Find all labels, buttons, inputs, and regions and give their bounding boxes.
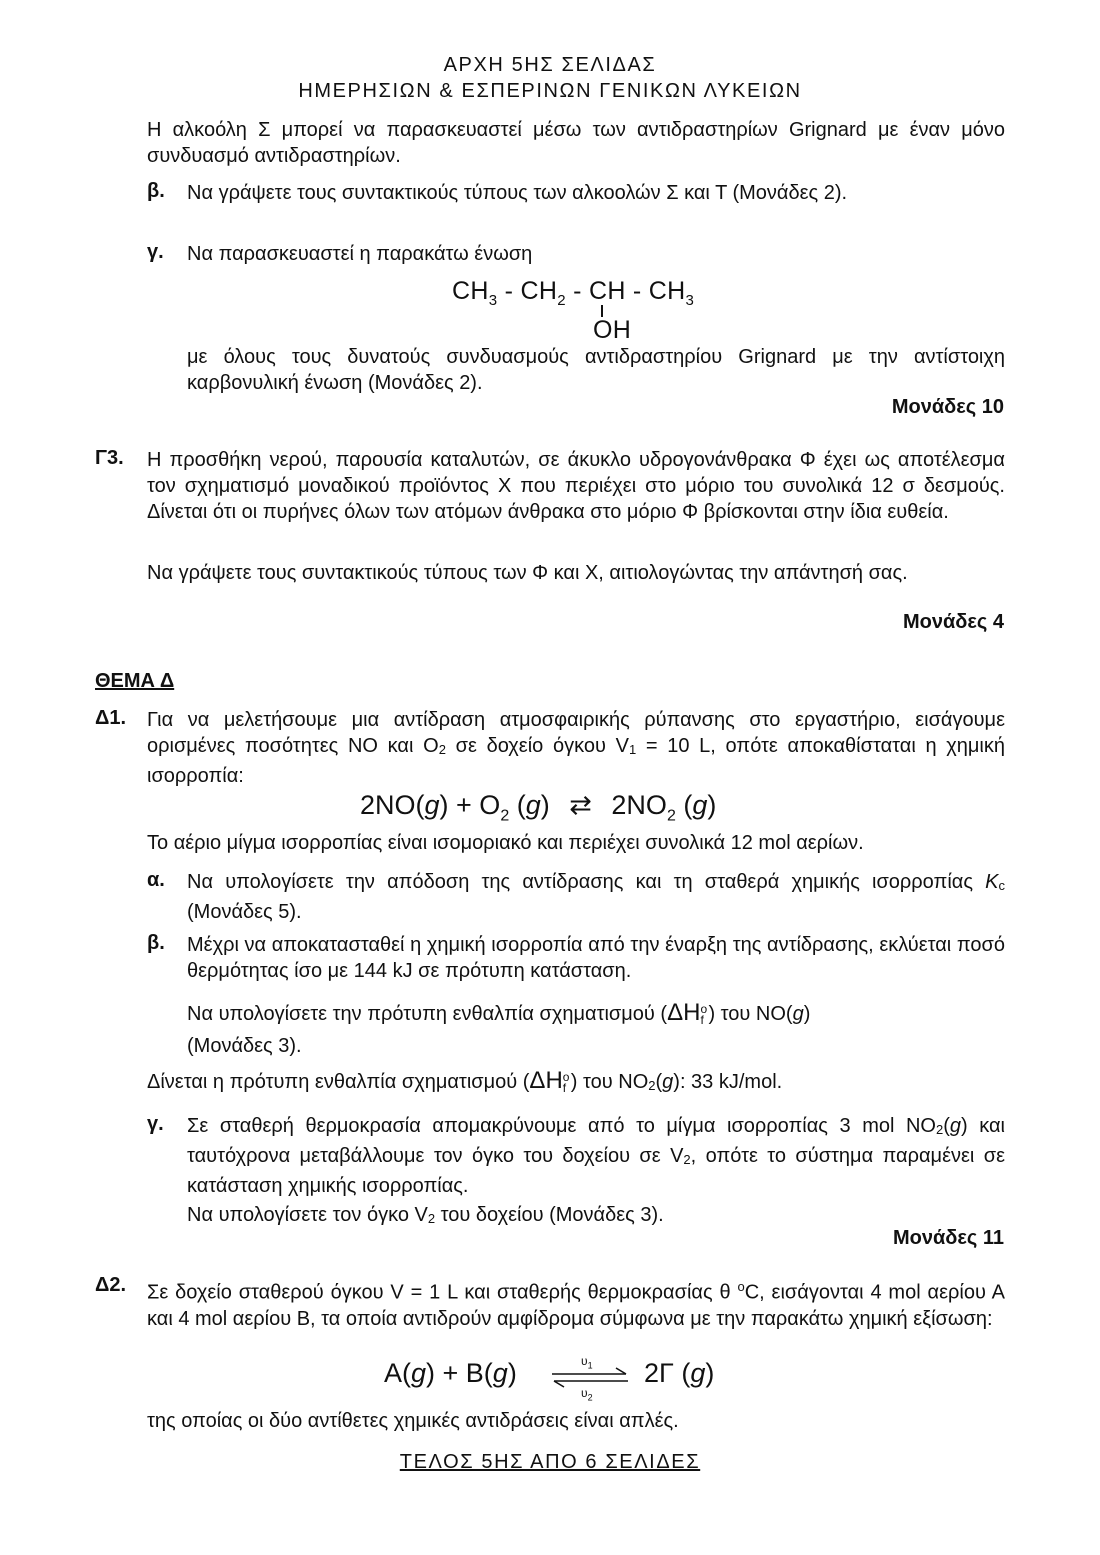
d2-text: Σε δοχείο σταθερού όγκου V = 1 L και σταθερής θερμοκρασίας θ $^o$C, εισάγονται 4 mol αερίου Α και 4 mol αερίου Β, τα οποία αντιδρούν αμφίδρομα σύμφωνα με την παρακάτω χημική εξίσωση:: [147, 1279, 1005, 1330]
d1-c-text2: Να υπολογίσετε τον όγκο V2 του δοχείου (Μονάδες 3).: [187, 1204, 664, 1226]
d1-b-text3: (Μονάδες 3).: [187, 1035, 302, 1057]
d1-equilibrium-equation: $2NO(g) + O_2$ (g) ⇄ $2NO_2$ (g): [360, 790, 717, 825]
d1-label: Δ1.: [95, 707, 127, 729]
formula-oh: OH: [593, 316, 632, 344]
header-line-2: ΗΜΕΡΗΣΙΩΝ & ΕΣΠΕΡΙΝΩΝ ΓΕΝΙΚΩΝ ΛΥΚΕΙΩΝ: [298, 80, 802, 102]
g2-c-text2: με όλους τους δυνατούς συνδυασμούς αντιδραστηρίου Grignard με την αντίστοιχη καρβονυλική ένωση (Μονάδες 2).: [187, 346, 1005, 394]
g2-c-text: Να παρασκευαστεί η παρακάτω ένωση: [187, 243, 533, 265]
butanol-formula: $CH_3 - CH_2$ - CH - $CH_3$: [452, 277, 695, 309]
d1-b-text: Μέχρι να αποκατασταθεί η χημική ισορροπία από την έναρξη της αντίδρασης, εκλύεται ποσό θερμότητας ίσο με 144 kJ σε πρότυπη κατάσταση.: [187, 934, 1005, 982]
g2-b-text: Να γράψετε τους συντακτικούς τύπους των αλκοολών Σ και Τ (Μονάδες 2).: [187, 182, 848, 204]
d1-a-text: Να υπολογίσετε την απόδοση της αντίδρασης και τη σταθερά χημικής ισορροπίας Kc (Μονάδες 5).: [187, 871, 1005, 923]
g2-b-label: β.: [147, 180, 165, 202]
d2-u1-label: $\upsilon_1$: [581, 1354, 593, 1371]
d1-text: Για να μελετήσουμε μια αντίδραση ατμοσφαιρικής ρύπανσης στο εργαστήριο, εισάγουμε ορισμένες ποσότητες NO και O2 σε δοχείο όγκου V1 = 10 L, οπότε αποκαθίσταται η χημική ισορροπία:: [147, 709, 1005, 787]
g3-text2: Να γράψετε τους συντακτικούς τύπους των Φ και Χ, αιτιολογώντας την απάντησή σας.: [147, 562, 908, 584]
g2-marks: Μονάδες 10: [891, 396, 1004, 418]
d1-c-label: γ.: [147, 1113, 164, 1135]
footer: ΤΕΛΟΣ 5ΗΣ ΑΠΟ 6 ΣΕΛΙΔΕΣ: [399, 1451, 701, 1473]
g2-c-label: γ.: [147, 241, 164, 263]
d1-b-label: β.: [147, 932, 165, 954]
header-line-1: ΑΡΧΗ 5ΗΣ ΣΕΛΙΔΑΣ: [443, 54, 657, 76]
d2-label: Δ2.: [95, 1274, 127, 1296]
d2-u2-label: $\upsilon_2$: [581, 1386, 593, 1403]
d2-reaction-product: 2Γ (g): [644, 1358, 715, 1388]
g3-text1: Η προσθήκη νερού, παρουσία καταλυτών, σε άκυκλο υδρογονάνθρακα Φ έχει ως αποτέλεσμα τον σχηματισμό μοναδικού προϊόντος Χ που περιέχει στο μόριο του συνολικά 12 σ δεσμούς. Δίνεται ότι οι πυρήνες όλων των ατόμων άνθρακα στο μόριο Φ βρίσκονται στην ίδια ευθεία.: [147, 449, 1005, 523]
g3-marks: Μονάδες 4: [903, 611, 1004, 633]
d1-a-label: α.: [147, 869, 165, 891]
d1-b-text2: Να υπολογίσετε την πρότυπη ενθαλπία σχηματισμού (ΔH o f ) του NO(g): [187, 999, 811, 1027]
g2-intro: Η αλκοόλη Σ μπορεί να παρασκευαστεί μέσω των αντιδραστηρίων Grignard με έναν μόνο συνδυασμό αντιδραστηρίων.: [147, 119, 1005, 167]
d2-reaction-equation: A(g) + B(g): [384, 1358, 517, 1388]
d1-given: Δίνεται η πρότυπη ενθαλπία σχηματισμού (ΔH o f ) του NO2(g): 33 kJ/mol.: [147, 1067, 783, 1095]
d1-text2: Το αέριο μίγμα ισορροπίας είναι ισομοριακό και περιέχει συνολικά 12 mol αερίων.: [147, 832, 864, 854]
d2-text2: της οποίας οι δύο αντίθετες χημικές αντιδράσεις είναι απλές.: [147, 1410, 679, 1432]
d1-marks: Μονάδες 11: [892, 1227, 1004, 1249]
thema-d-heading: ΘΕΜΑ Δ: [95, 670, 175, 692]
d1-c-text: Σε σταθερή θερμοκρασία απομακρύνουμε από το μίγμα ισορροπίας 3 mol NO2(g) και ταυτόχρονα μεταβάλλουμε τον όγκο του δοχείου σε V2, οπότε το σύστημα παραμένει σε κατάσταση χημικής ισορροπίας.: [187, 1115, 1005, 1197]
g3-label: Γ3.: [95, 447, 124, 469]
